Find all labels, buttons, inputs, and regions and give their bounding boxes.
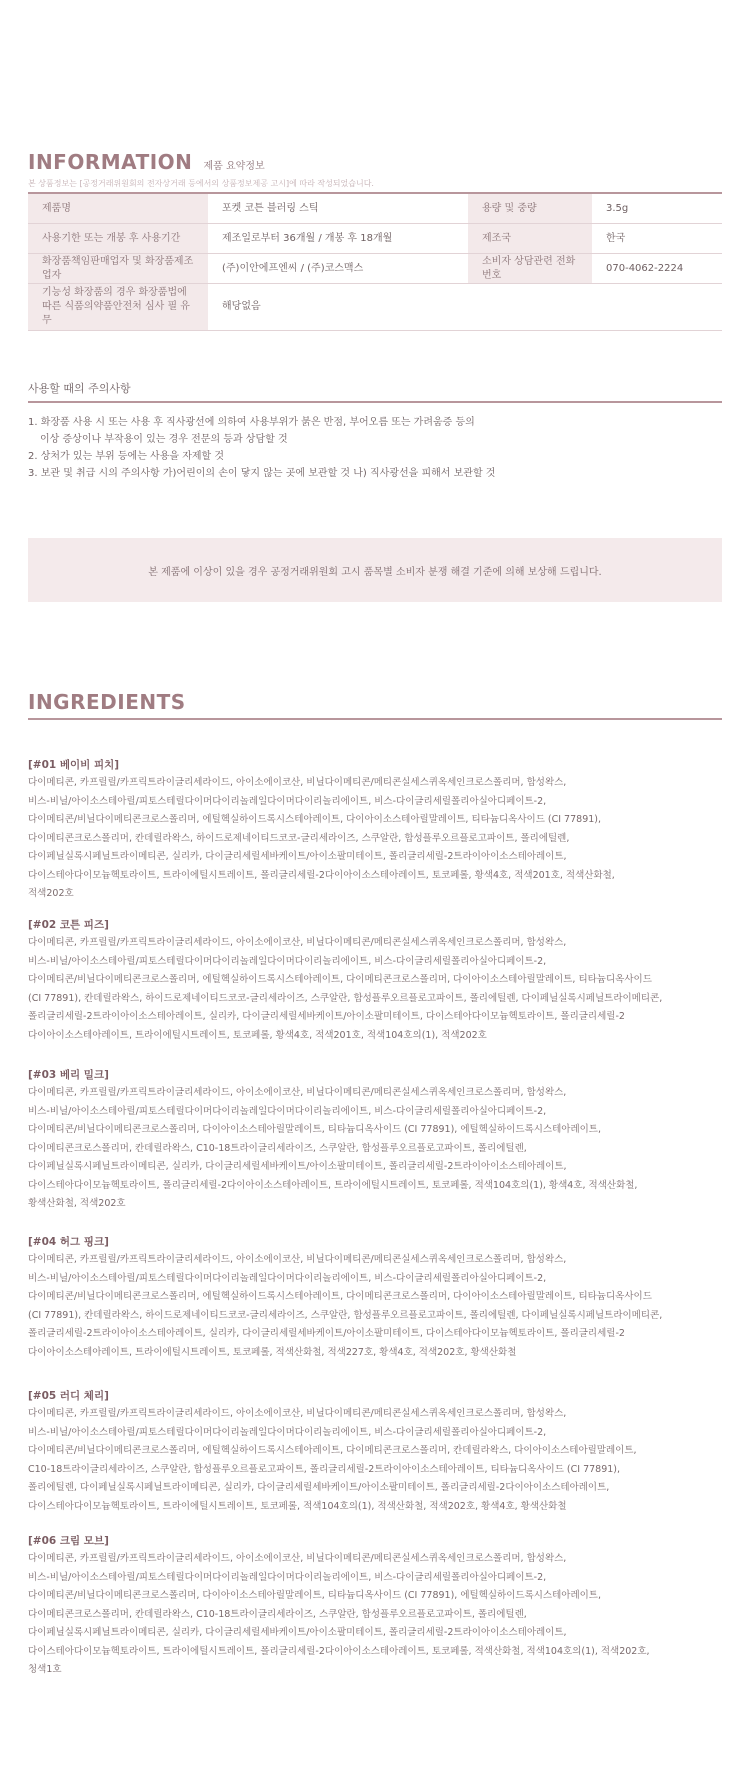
ingredient-line: 다이페닐실록시페닐트라이메티콘, 실리카, 다이글리세릴세바케이트/아이소팔미테이트, 폴리글리세릴-2트라이아이소스테아레이트, — [28, 1161, 567, 1172]
ingredient-line: 황색산화철, 적색202호 — [28, 1198, 126, 1209]
ingredient-line: 비스-비닐/아이소스테아릴/피토스테릴다이머다이리놀레일다이머다이리놀리에이트, 비스-다이글리세릴폴리아실아디페이트-2, — [28, 1105, 547, 1117]
row-value: 070-4062-2224 — [592, 254, 722, 284]
ingredient-line: 비스-비닐/아이소스테아릴/피토스테릴다이머다이리놀레일다이머다이리놀리에이트, 비스-다이글리세릴폴리아실아디페이트-2, — [28, 1426, 547, 1438]
ingredient-line: 다이아이소스테아레이트, 트라이에틸시트레이트, 토코페롤, 황색4호, 적색201호, 적색104호의(1), 적색202호 — [28, 1029, 487, 1041]
product-title: [#02 코튼 피즈] — [28, 919, 109, 931]
ingredient-line: 다이메티콘, 카프릴릴/카프릭트라이글리세라이드, 아이소에이코산, 비닐다이메티콘/메티콘실세스퀴옥세인크로스폴리머, 합성왁스, — [28, 1254, 567, 1265]
product-title: [#05 러디 체리] — [28, 1390, 109, 1402]
caution-list — [28, 414, 722, 482]
ingredient-line: 다이메티콘, 카프릴릴/카프릭트라이글리세라이드, 아이소에이코산, 비닐다이메티콘/메티콘실세스퀴옥세인크로스폴리머, 합성왁스, — [28, 1408, 567, 1419]
table-row — [28, 284, 722, 331]
information-title: INFORMATION — [28, 150, 193, 174]
ingredient-line: 다이스테아다이모늄헥토라이트, 폴리글리세릴-2다이아이소스테아레이트, 트라이에틸시트레이트, 토코페롤, 적색104호의(1), 황색4호, 적색산화철, — [28, 1179, 638, 1191]
row-key: 용량 및 중량 — [468, 193, 592, 224]
ingredient-line: 다이페닐실록시페닐트라이메티콘, 실리카, 다이글리세릴세바케이트/아이소팔미테이트, 폴리글리세릴-2트라이아이소스테아레이트, — [28, 1627, 567, 1638]
ingredient-line: 폴리에틸렌, 다이페닐실록시페닐트라이메티콘, 실리카, 다이글리세릴세바케이트/아이소팔미테이트, 폴리글리세릴-2다이아이소스테아레이트, — [28, 1482, 610, 1493]
row-value: 포켓 코튼 블러링 스틱 — [208, 193, 468, 224]
notice-text: 본 제품에 이상이 있을 경우 공정거래위원회 고시 품목별 소비자 분쟁 해결 기준에 의해 보상해 드립니다. — [148, 566, 602, 578]
ingredient-product — [28, 756, 722, 904]
product-title: [#06 크림 모브] — [28, 1535, 109, 1547]
caution-title: 사용할 때의 주의사항 — [28, 382, 131, 395]
ingredient-line: 다이메티콘, 카프릴릴/카프릭트라이글리세라이드, 아이소에이코산, 비닐다이메티콘/메티콘실세스퀴옥세인크로스폴리머, 합성왁스, — [28, 777, 567, 788]
ingredient-line: 다이메티콘/비닐다이메티콘크로스폴리머, 에틸헥실하이드록시스테아레이트, 다이메티콘크로스폴리머, 다이아이소스테아릴말레이트, 티타늄디옥사이드 — [28, 974, 652, 985]
row-value: 한국 — [592, 224, 722, 254]
ingredient-line: (CI 77891), 칸데릴라왁스, 하이드로제네이티드코코-글리세라이즈, 스쿠알란, 합성플루오르플로고파이트, 폴리에틸렌, 다이페닐실록시페닐트라이메티콘, — [28, 1309, 663, 1321]
product-title: [#04 허그 핑크] — [28, 1236, 109, 1248]
ingredient-line: 다이메티콘, 카프릴릴/카프릭트라이글리세라이드, 아이소에이코산, 비닐다이메티콘/메티콘실세스퀴옥세인크로스폴리머, 합성왁스, — [28, 937, 567, 948]
ingredient-product — [28, 1387, 722, 1516]
caution-line: 2. 상처가 있는 부위 등에는 사용을 자제할 것 — [28, 451, 225, 462]
ingredient-product — [28, 1233, 722, 1362]
row-key: 제품명 — [28, 193, 208, 224]
ingredient-line: 폴리글리세릴-2트라이아이소스테아레이트, 실리카, 다이글리세릴세바케이트/아이소팔미테이트, 다이스테아다이모늄헥토라이트, 폴리글리세릴-2 — [28, 1011, 625, 1022]
ingredient-line: (CI 77891), 칸데릴라왁스, 하이드로제네이티드코코-글리세라이즈, 스쿠알란, 합성플루오르플로고파이트, 폴리에틸렌, 다이페닐실록시페닐트라이메티콘, — [28, 992, 663, 1004]
row-value: 3.5g — [592, 193, 722, 224]
ingredient-line: 다이메티콘/비닐다이메티콘크로스폴리머, 다이아이소스테아릴말레이트, 티타늄디옥사이드 (CI 77891), 에틸헥실하이드록시스테아레이트, — [28, 1124, 602, 1135]
ingredient-line: 적색202호 — [28, 888, 74, 899]
ingredient-line: 다이메티콘, 카프릴릴/카프릭트라이글리세라이드, 아이소에이코산, 비닐다이메티콘/메티콘실세스퀴옥세인크로스폴리머, 합성왁스, — [28, 1087, 567, 1098]
caution-line: 이상 증상이나 부작용이 있는 경우 전문의 등과 상담할 것 — [40, 434, 288, 445]
ingredient-line: 다이스테아다이모늄헥토라이트, 트라이에틸시트레이트, 폴리글리세릴-2다이아이소스테아레이트, 토코페롤, 황색4호, 적색201호, 적색산화철, — [28, 869, 615, 881]
ingredient-line: 다이메티콘/비닐다이메티콘크로스폴리머, 에틸헥실하이드록시스테아레이트, 다이아이소스테아릴말레이트, 티타늄디옥사이드 (CI 77891), — [28, 814, 602, 825]
table-row — [28, 254, 722, 284]
notice-box — [28, 538, 722, 602]
row-key: 소비자 상담관련 전화번호 — [468, 254, 592, 284]
ingredient-product — [28, 1066, 722, 1214]
ingredient-line: 다이메티콘크로스폴리머, 칸데릴라왁스, C10-18트라이글리세라이즈, 스쿠알란, 합성플루오르플로고파이트, 폴리에틸렌, — [28, 1142, 527, 1154]
row-key: 화장품책임판매업자 및 화장품제조업자 — [28, 254, 208, 284]
row-key: 기능성 화장품의 경우 화장품법에 따른 식품의약품안전처 심사 필 유무 — [28, 284, 208, 331]
ingredient-line: 청색1호 — [28, 1664, 62, 1675]
row-key: 사용기한 또는 개봉 후 사용기간 — [28, 224, 208, 254]
information-table — [28, 192, 722, 331]
product-title: [#03 베리 밀크] — [28, 1069, 109, 1081]
information-subtitle: 제품 요약정보 — [203, 161, 265, 172]
ingredient-line: 다이메티콘, 카프릴릴/카프릭트라이글리세라이드, 아이소에이코산, 비닐다이메티콘/메티콘실세스퀴옥세인크로스폴리머, 합성왁스, — [28, 1553, 567, 1564]
caution-line: 3. 보관 및 취급 시의 주의사항 가)어린이의 손이 닿지 않는 곳에 보관할 것 나) 직사광선을 피해서 보관할 것 — [28, 468, 496, 479]
divider — [28, 718, 722, 720]
ingredient-product — [28, 1532, 722, 1680]
ingredient-line: 다이메티콘크로스폴리머, 칸데릴라왁스, 하이드로제네이티드코코-글리세라이즈, 스쿠알란, 합성플루오르플로고파이트, 폴리에틸렌, — [28, 832, 570, 844]
ingredient-line: 비스-비닐/아이소스테아릴/피토스테릴다이머다이리놀레일다이머다이리놀리에이트, 비스-다이글리세릴폴리아실아디페이트-2, — [28, 1272, 547, 1284]
ingredient-line: 폴리글리세릴-2트라이아이소스테아레이트, 실리카, 다이글리세릴세바케이트/아이소팔미테이트, 다이스테아다이모늄헥토라이트, 폴리글리세릴-2 — [28, 1328, 625, 1339]
ingredient-line: 다이아이소스테아레이트, 트라이에틸시트레이트, 토코페롤, 적색산화철, 적색227호, 황색4호, 적색202호, 황색산화철 — [28, 1346, 517, 1358]
caution-line: 1. 화장품 사용 시 또는 사용 후 직사광선에 의하여 사용부위가 붉은 반점, 부어오름 또는 가려움증 등의 — [28, 417, 475, 428]
ingredient-line: 다이스테아다이모늄헥토라이트, 트라이에틸시트레이트, 폴리글리세릴-2다이아이소스테아레이트, 토코페롤, 적색산화철, 적색104호의(1), 적색202호, — [28, 1645, 650, 1657]
table-row — [28, 224, 722, 254]
product-title: [#01 베이비 피치] — [28, 759, 120, 771]
ingredient-line: 비스-비닐/아이소스테아릴/피토스테릴다이머다이리놀레일다이머다이리놀리에이트, 비스-다이글리세릴폴리아실아디페이트-2, — [28, 1571, 547, 1583]
divider — [28, 401, 722, 403]
ingredient-line: 비스-비닐/아이소스테아릴/피토스테릴다이머다이리놀레일다이머다이리놀리에이트, 비스-다이글리세릴폴리아실아디페이트-2, — [28, 795, 547, 807]
row-key: 제조국 — [468, 224, 592, 254]
ingredient-line: 다이스테아다이모늄헥토라이트, 트라이에틸시트레이트, 토코페롤, 적색104호의(1), 적색산화철, 적색202호, 황색4호, 황색산화철 — [28, 1500, 567, 1512]
ingredient-line: 다이메티콘크로스폴리머, 칸데릴라왁스, C10-18트라이글리세라이즈, 스쿠알란, 합성플루오르플로고파이트, 폴리에틸렌, — [28, 1608, 527, 1620]
information-header — [28, 150, 722, 189]
ingredient-line: 비스-비닐/아이소스테아릴/피토스테릴다이머다이리놀레일다이머다이리놀리에이트, 비스-다이글리세릴폴리아실아디페이트-2, — [28, 955, 547, 967]
table-row — [28, 193, 722, 224]
ingredients-title: INGREDIENTS — [28, 690, 186, 714]
ingredient-line: 다이메티콘/비닐다이메티콘크로스폴리머, 다이아이소스테아릴말레이트, 티타늄디옥사이드 (CI 77891), 에틸헥실하이드록시스테아레이트, — [28, 1590, 602, 1601]
ingredient-line: C10-18트라이글리세라이즈, 스쿠알란, 합성플루오르플로고파이트, 폴리글리세릴-2트라이아이소스테아레이트, 티타늄디옥사이드 (CI 77891), — [28, 1463, 621, 1475]
row-value: 제조일로부터 36개월 / 개봉 후 18개월 — [208, 224, 468, 254]
row-value: 해당없음 — [208, 284, 722, 331]
ingredient-line: 다이메티콘/비닐다이메티콘크로스폴리머, 에틸헥실하이드록시스테아레이트, 다이메티콘크로스폴리머, 다이아이소스테아릴말레이트, 티타늄디옥사이드 — [28, 1291, 652, 1302]
ingredient-line: 다이메티콘/비닐다이메티콘크로스폴리머, 에틸헥실하이드록시스테아레이트, 다이메티콘크로스폴리머, 칸데릴라왁스, 다이아이소스테아릴말레이트, — [28, 1445, 637, 1456]
ingredient-line: 다이페닐실록시페닐트라이메티콘, 실리카, 다이글리세릴세바케이트/아이소팔미테이트, 폴리글리세릴-2트라이아이소스테아레이트, — [28, 851, 567, 862]
information-note: 본 상품정보는 [공정거래위원회의 전자상거래 등에서의 상품정보제공 고시]에 따라 작성되었습니다. — [28, 179, 374, 188]
row-value: (주)이안에프엔씨 / (주)코스맥스 — [208, 254, 468, 284]
ingredient-product — [28, 916, 722, 1045]
